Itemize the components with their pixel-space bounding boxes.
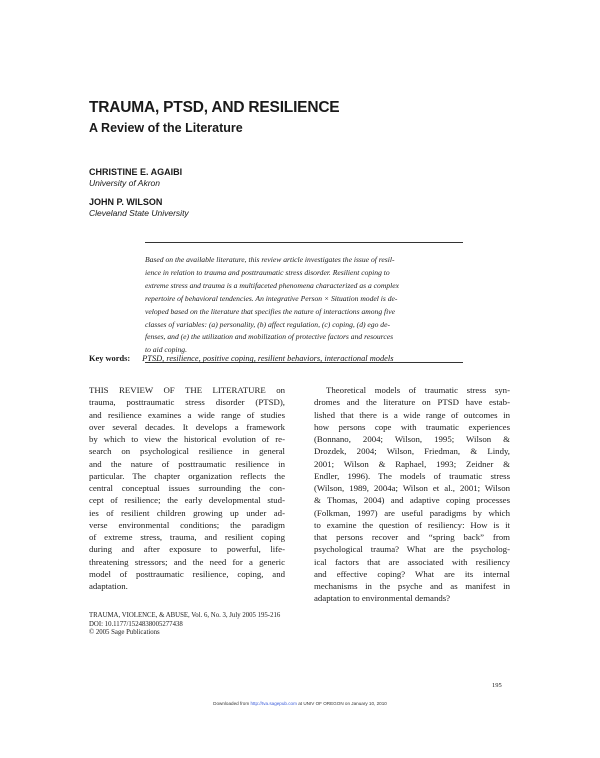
body-line: adaptation to environmental demands? — [314, 593, 451, 604]
body-line: Drozdek, 2004; Wilson, Friedman, & Lindy, — [314, 446, 510, 457]
download-link[interactable]: http://tva.sagepub.com — [250, 701, 297, 706]
abstract-top-rule — [145, 242, 463, 243]
abstract-line: classes of variables: (a) personality, (b) affect regulation, (c) coping, (d) ego de- — [145, 319, 390, 329]
article-title: TRAUMA, PTSD, AND RESILIENCE — [89, 99, 340, 116]
body-line: to examine the question of resiliency: How is it — [314, 519, 510, 530]
abstract-line: to aid coping. — [145, 345, 187, 355]
body-line: cept of resilience; the early developmental stud- — [89, 495, 285, 506]
body-line: adaptation. — [89, 581, 128, 591]
body-line-rest: on — [265, 385, 285, 395]
body-line: model of posttraumatic resilience, coping, and — [89, 568, 285, 579]
body-line — [89, 384, 285, 396]
body-line: that persons recover and “spring back” from — [314, 532, 510, 542]
body-line: (Folkman, 1997) are useful paradigms by which — [314, 507, 510, 518]
body-lead-in: THIS REVIEW OF THE LITERATURE — [89, 385, 266, 395]
article-subtitle: A Review of the Literature — [89, 121, 243, 135]
body-line: trauma, posttraumatic stress disorder (PTSD), — [89, 397, 285, 408]
page-number: 195 — [492, 682, 502, 689]
doi: DOI: 10.1177/1524838005277438 — [89, 620, 183, 628]
body-line: during and after exposure to powerful, life- — [89, 544, 285, 555]
body-line: 2001; Wilson & Raphael, 1993; Zeidner & — [314, 458, 510, 469]
journal-citation: TRAUMA, VIOLENCE, & ABUSE, Vol. 6, No. 3, July 2005 195-216 — [89, 612, 281, 619]
body-line: ies of resilient children growing up under ad- — [89, 507, 285, 518]
abstract-line: fenses, and (e) the utilization and mobilization of protective factors and resources — [145, 332, 394, 342]
body-line: by which to view the historical evolution of re- — [89, 434, 285, 444]
body-line: particular. The chapter organization reflects the — [89, 470, 285, 481]
download-suffix: at UNIV OF OREGON on January 10, 2010 — [296, 701, 387, 706]
body-line: over several decades. It develops a framework — [89, 421, 285, 432]
body-line: (Wilson, 1989, 2004a; Wilson et al., 2001; Wilson — [314, 483, 510, 493]
body-line: verse environmental conditions; the paradigm — [89, 519, 285, 530]
abstract-line: ience in relation to trauma and posttraumatic stress disorder. Resilient coping to — [145, 267, 390, 277]
body-line: Endler, 1996). The models of traumatic stress — [314, 470, 510, 481]
author-name: CHRISTINE E. AGAIBI — [89, 167, 183, 177]
body-line: ical factors that are associated with resiliency — [314, 556, 510, 567]
body-column-right — [314, 384, 510, 605]
author-affiliation: University of Akron — [89, 178, 161, 188]
abstract-line: repertoire of behavioral tendencies. An integrative Person × Situation model is de- — [145, 293, 398, 303]
body-line: dromes and the literature on PTSD have estab- — [314, 397, 510, 408]
body-line: and the nature of posttraumatic resilience in — [89, 458, 285, 469]
download-prefix: Downloaded from — [213, 701, 251, 706]
keywords-text: PTSD, resilience, positive coping, resilient behaviors, interactional models — [142, 354, 394, 363]
keywords-label: Key words: — [89, 354, 131, 363]
body-line: search on psychological resilience in general — [89, 446, 285, 457]
body-line: threatening stressors; and the need for a generic — [89, 556, 285, 567]
abstract-line: Based on the available literature, this review article investigates the issue of resil- — [145, 255, 395, 264]
body-line: and effective coping? What are its internal — [314, 568, 510, 579]
body-line: (Bonnano, 2004; Wilson, 1995; Wilson & — [314, 434, 510, 444]
keywords — [89, 354, 393, 363]
author-name: JOHN P. WILSON — [89, 197, 163, 207]
body-line: lished that there is a wide range of outcomes in — [314, 409, 510, 420]
abstract-line: veloped based on the literature that specifies the nature of interactions among five — [145, 306, 395, 316]
author-affiliation: Cleveland State University — [89, 208, 189, 218]
journal-footer — [89, 612, 280, 638]
abstract — [145, 254, 461, 357]
body-line: central conceptual issues surrounding the con- — [89, 483, 285, 493]
body-line: mechanisms in the psyche and as manifest in — [314, 581, 510, 591]
body-line: of extreme stress, trauma, and resilient coping — [89, 532, 285, 542]
body-line: & Thomas, 2004) and adaptive coping processes — [314, 495, 510, 506]
body-column-left — [89, 384, 285, 592]
abstract-line: extreme stress and trauma is a multifaceted phenomena characterized as a complex — [145, 280, 399, 290]
copyright: © 2005 Sage Publications — [89, 629, 160, 636]
body-line: and resilience examines a wide range of studies — [89, 409, 285, 420]
body-line: how persons cope with traumatic experiences — [314, 421, 510, 432]
body-line: psychological trauma? What are the psycholog- — [314, 544, 510, 555]
download-notice — [0, 701, 600, 706]
body-line: Theoretical models of traumatic stress syn- — [326, 385, 510, 395]
